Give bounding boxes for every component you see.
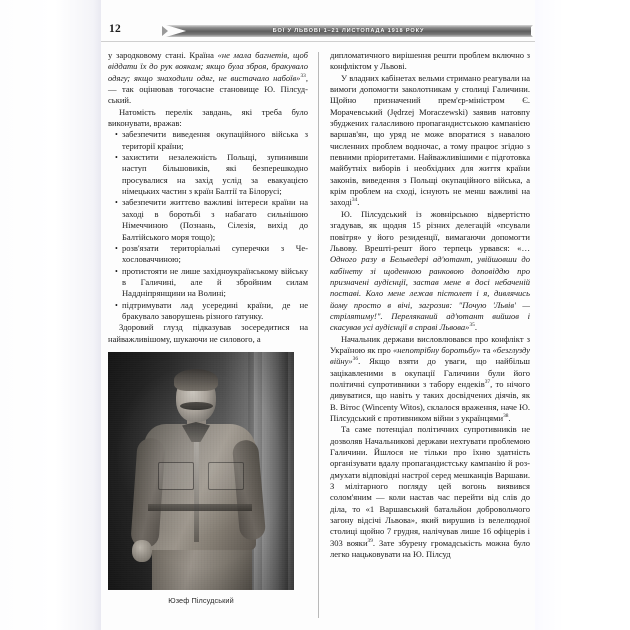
para-lead: Та саме потенціал політичних супротивників не дозволяв Начальникові держави нехтувати проблемою Галичини. Йшлося не тільки про їхню здатність організувати вдалу пропагандистську кампанію й роздмухати відповідні настрої серед мешканців Варшави. З мілітарного погляду цей вогонь виявився солом'яним — коли настав час перейти від слів до діла, то «1 Варшавський батальйон добровольчого загону відсічі Львова», який вирушив із велелюдної столиці щойно 7 грудня, налічував лише 16 офіцерів і 303 вояки [330,424,530,548]
column-divider-rule [318,52,319,618]
paragraph-right-3 [330,209,530,334]
tasks-list [108,129,308,322]
folio-page-number: 12 [109,23,121,35]
left-column [108,50,308,620]
para-mid-3: , то нічого дивуватися, що навіть у таких досвідчених діячів, як В. Вітос (Wincenty Witos), склалося враження, наче Ю. Пілсудський є противником війни з українцями [330,378,530,423]
para-tail: . [474,322,477,333]
para-tail: , — так оцінював тогочасне становище Ю. Пілсудський. [108,72,308,106]
running-head-banner [166,25,531,37]
figure-portrait [108,352,294,605]
para-quote-1: «непотрібну боротьбу» [393,344,481,355]
paragraph-right-4 [330,334,530,425]
running-head-title: БОЇ У ЛЬВОВІ 1–21 ЛИСТОПАДА 1918 РОКУ [272,28,425,34]
portrait-photo [108,352,294,590]
list-item: • протистояти не лише західноукраїнському війську в Галичині, але й збройним силам Наддніпрянщини на Волині; [122,266,308,300]
list-item: • забезпечити життєво важливі інтереси країни на заході в боротьбі з набагато сильнішою Німеччиною (Познань, Сілезія, вихід до Балтійського моря тощо); [122,197,308,242]
para-mid-2: . Якщо взяти до уваги, що найбільш зацікавленими в окупації Галичини були його політичні супротивники з табору ендеків [330,356,530,389]
para-mid-1: та [480,344,493,355]
page-gutter-shading [0,0,101,630]
para-lead: Начальник держави висловлювався про конфлікт з Україною як про [330,333,530,355]
list-item: • захистити незалежність Польщі, зупинивши наступ більшовиків, які безперешкодно просувалися на захід услід за евакуацією німецьких частин з країн Балтії та Білорусі; [122,152,308,197]
footnote-ref-38: 38 [503,413,509,420]
footnote-ref-34: 34 [351,197,358,204]
footnote-ref-33: 33 [300,72,306,79]
para-lead: Ю. Пілсудський із жовнірською відвертістю згадував, як щодня 15 різних делегацій «псували повітря» у його резиденції, вимагаючи допомогти Львову. Врешті-решт його терпець урвався: «… [330,208,530,253]
list-item: • підтримувати лад усередині країни, де не бракувало заворушень різного ґатунку. [122,300,308,323]
para-lead: У владних кабінетах вельми стримано реагували на вимоги допомогти заколотникам у столиці Галичини. Щойно призначений прем'єр-міністром Є. Морачевський (Jędrzej Moraczewski) заявив натовпу збуджених галасливою пропагандистською кампанією варшав'ян, що уряд не може впоратися з навалою численних проблем водночас, а тому працює згідно з певними пріоритетами. Найважливішими є підготовка майбутніх виборів і необхідних для життя країни законів, виведення з Польщі окупаційного війська, а крім проблем на сході, існують не менш важливі на заході [330,72,530,208]
para-quote-2: «безглузду війну» [330,344,530,367]
running-head-rule [101,41,535,42]
figure-caption: Юзеф Пілсудський [168,595,234,605]
paragraph-right-5 [330,424,530,560]
para-quote: Одного разу в Бельведері ад'ютант, увійшовши до кабінету зі щоденною ранковою доповіддю про призначені аудієнції, застав мене в досі небаченій поставі. Коло мене лежав пістолет і я, дивлячись йому просто в вічі, загрозив: "Почую 'Львів' — стрілятиму!". Переляканий ад'ютант вийшов і скасував усі аудієнції в справі Львова» [330,254,530,333]
paragraph-left-3: Здоровий глузд підказував зосередитися на найважливішому, шукаючи не силового, а [108,322,308,344]
photo-grain [108,352,294,590]
para-quote: «не мала багнетів, щоб віддати їх до рук воякам; якщо була зброя, бракувало одягу; якщо знаходили одяг, не вистачало набоїв» [108,50,308,83]
footnote-ref-35: 35 [469,322,475,329]
page-right-margin [535,0,630,630]
paragraph-left-1 [108,50,308,107]
right-column [330,50,530,620]
list-item: • розв'язати територіальні суперечки з Чехословаччиною; [122,243,308,266]
list-item: • забезпечити виведення окупаційного війська з території країни; [122,129,308,152]
paragraph-right-1: дипломатичного вирішення решти проблем включно з конфліктом у Львові. [330,50,530,72]
footnote-ref-37: 37 [484,379,491,386]
para-tail: . [357,197,360,208]
para-tail: . Зате збурену громадськість можна було легко нацьковувати на Ю. Пілсуд [330,537,530,560]
footnote-ref-36: 36 [352,356,359,363]
paragraph-right-2 [330,73,530,209]
para-lead: у зародковому стані. Країна [108,50,218,60]
footnote-ref-39: 39 [367,537,373,544]
body-columns [108,50,530,620]
paragraph-left-2: Натомість перелік завдань, які треба було виконувати, вражав: [108,106,308,129]
para-tail: . [508,413,511,423]
running-head [101,22,535,46]
